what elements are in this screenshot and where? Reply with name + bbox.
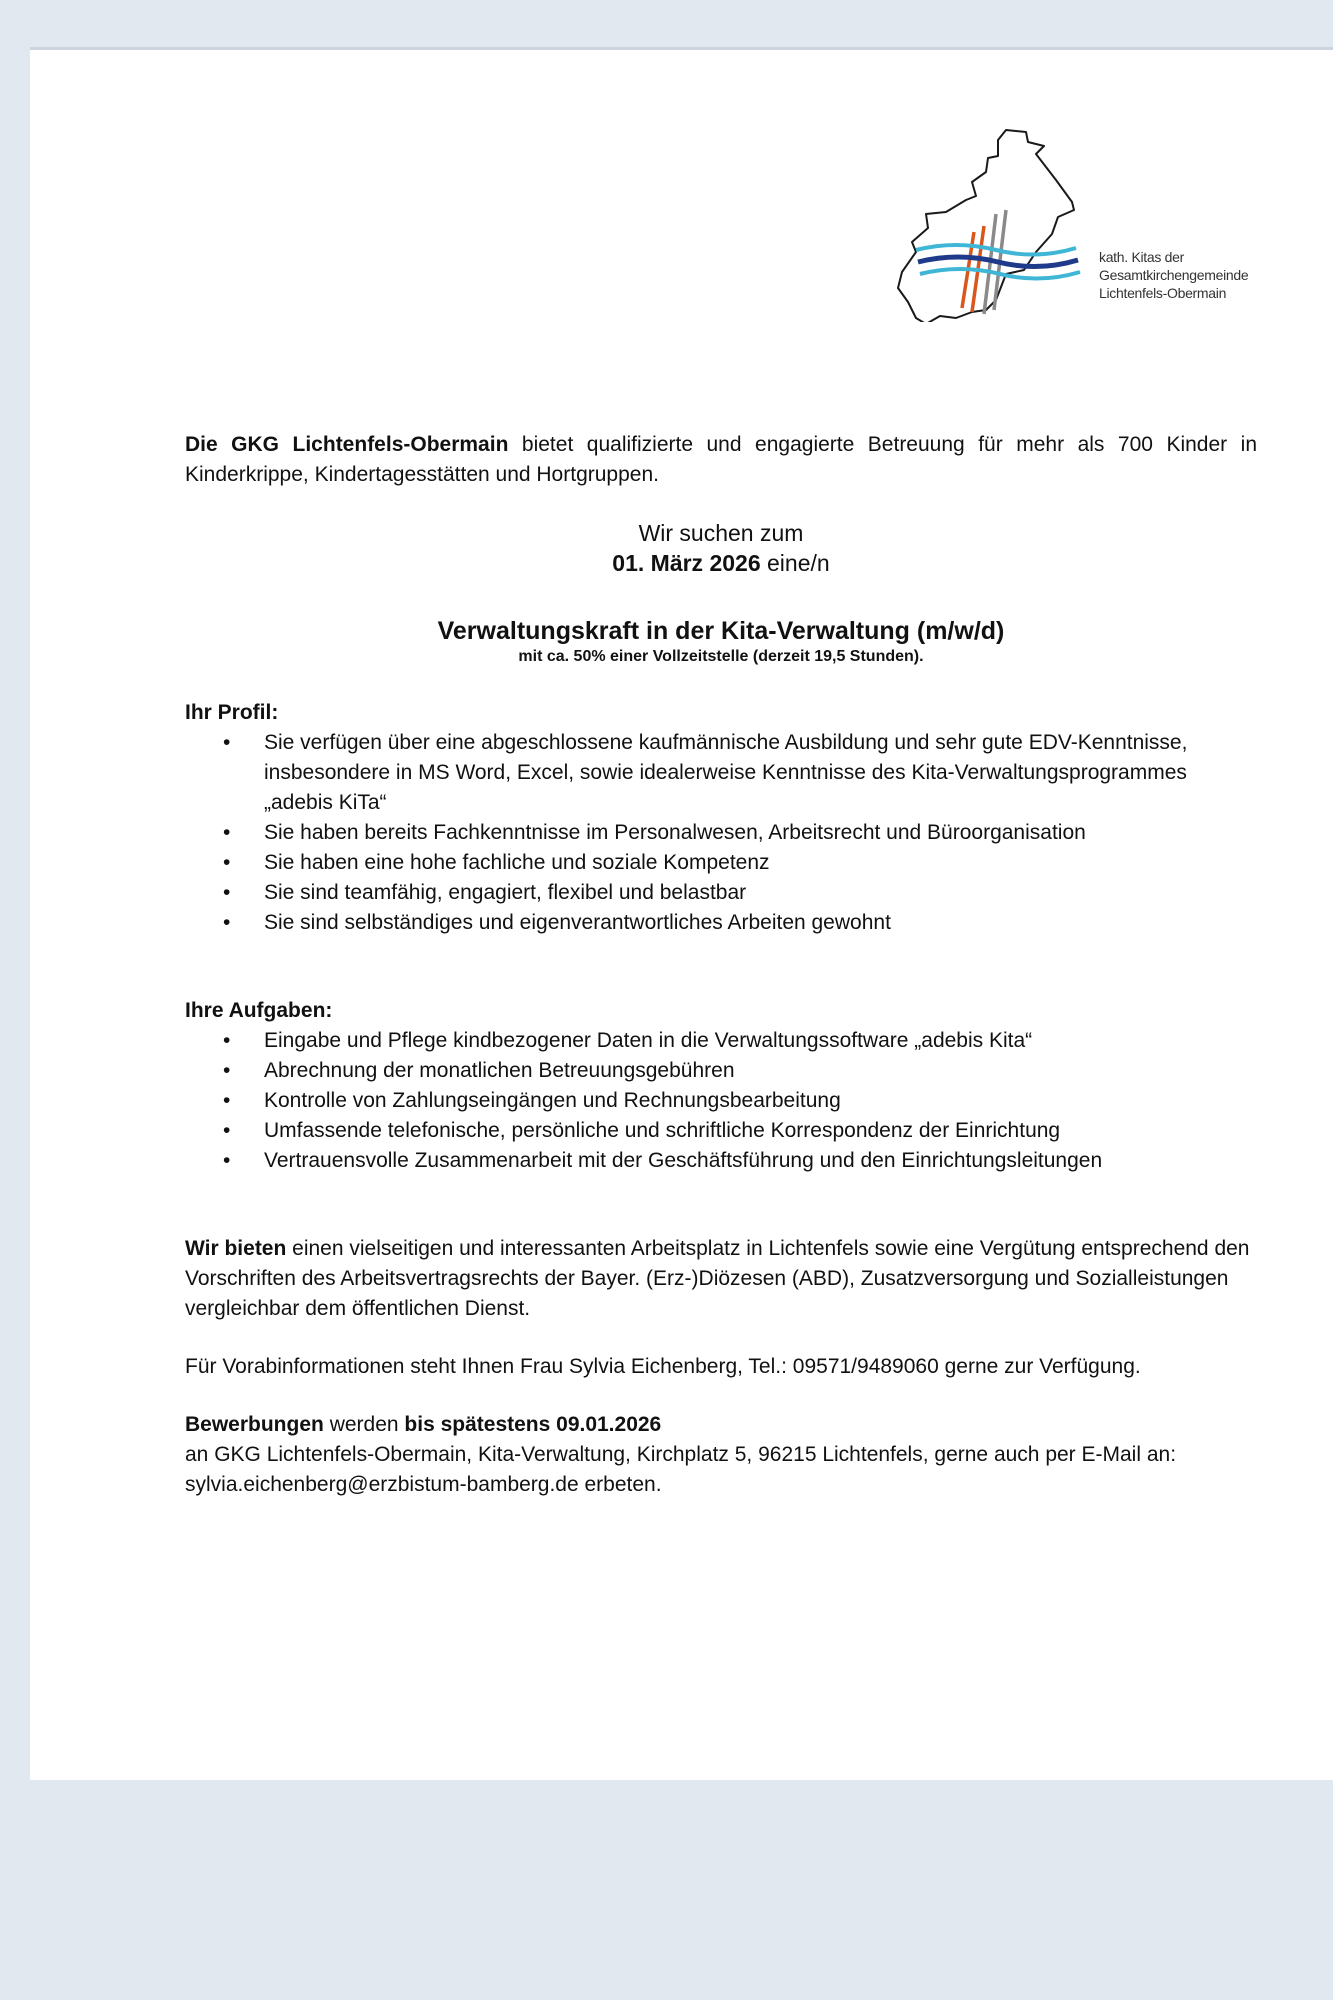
- offer-paragraph: [185, 1234, 1257, 1324]
- profil-item: • Sie sind selbständiges und eigenverantwortliches Arbeiten gewohnt: [264, 908, 1257, 938]
- start-date: 01. März 2026: [612, 550, 761, 576]
- logo-caption: [1099, 248, 1248, 302]
- aufgaben-item: • Umfassende telefonische, persönliche und schriftliche Korrespondenz der Einrichtung: [264, 1116, 1257, 1146]
- intro-paragraph: [185, 430, 1257, 490]
- aufgaben-item: • Vertrauensvolle Zusammenarbeit mit der Geschäftsführung und den Einrichtungsleitungen: [264, 1146, 1257, 1176]
- logo-line-3: Lichtenfels-Obermain: [1099, 285, 1227, 301]
- profil-item: • Sie verfügen über eine abgeschlossene kaufmännische Ausbildung und sehr gute EDV-Kenntnisse, insbesondere in MS Word, Excel, sowie idealerweise Kenntnisse des Kita-Verwaltungsprogrammes „adebis KiTa“: [264, 728, 1257, 818]
- aufgaben-item: • Kontrolle von Zahlungseingängen und Rechnungsbearbeitung: [264, 1086, 1257, 1116]
- profil-item: • Sie haben eine hohe fachliche und soziale Kompetenz: [264, 848, 1257, 878]
- document-page: [30, 50, 1333, 1780]
- application-mid: werden: [323, 1413, 405, 1436]
- aufgaben-heading: Ihre Aufgaben:: [185, 999, 333, 1022]
- job-posting-body: [185, 430, 1257, 1500]
- start-date-line: [185, 548, 1257, 578]
- region-map-logo-graphic: [876, 102, 1106, 322]
- aufgaben-list: [185, 1026, 1257, 1176]
- offer-text: einen vielseitigen und interessanten Arbeitsplatz in Lichtenfels sowie eine Vergütung entsprechend den Vorschriften des Arbeitsvertragsrechts der Bayer. (Erz-)Diözesen (ABD), Zusatzversorgung und Sozialleistungen vergleichbar dem öffentlichen Dienst.: [185, 1237, 1250, 1320]
- aufgaben-item: • Eingabe und Pflege kindbezogener Daten in die Verwaltungssoftware „adebis Kita“: [264, 1026, 1257, 1056]
- intro-org: Die GKG Lichtenfels-Obermain: [185, 433, 509, 456]
- application-address: an GKG Lichtenfels-Obermain, Kita-Verwaltung, Kirchplatz 5, 96215 Lichtenfels, gerne auch per E-Mail an: sylvia.eichenberg@erzbistum-bamberg.de erbeten.: [185, 1443, 1177, 1496]
- logo-line-2: Gesamtkirchengemeinde: [1099, 267, 1249, 283]
- profil-list: [185, 728, 1257, 938]
- kita-logo: [876, 102, 1296, 382]
- application-deadline: bis spätestens 09.01.2026: [404, 1413, 662, 1436]
- search-line: Wir suchen zum: [638, 520, 804, 546]
- profil-item: • Sie sind teamfähig, engagiert, flexibel und belastbar: [264, 878, 1257, 908]
- profil-item: • Sie haben bereits Fachkenntnisse im Personalwesen, Arbeitsrecht und Büroorganisation: [264, 818, 1257, 848]
- aufgaben-item: • Abrechnung der monatlichen Betreuungsgebühren: [264, 1056, 1257, 1086]
- logo-line-1: kath. Kitas der: [1099, 249, 1184, 265]
- contact-paragraph: Für Vorabinformationen steht Ihnen Frau Sylvia Eichenberg, Tel.: 09571/9489060 gerne zur Verfügung.: [185, 1355, 1141, 1378]
- application-heading: [185, 1410, 1257, 1440]
- application-lead: Bewerbungen: [185, 1413, 324, 1436]
- profil-heading: Ihr Profil:: [185, 701, 279, 724]
- position-title: Verwaltungskraft in der Kita-Verwaltung (m/w/d): [437, 617, 1005, 645]
- offer-lead: Wir bieten: [185, 1237, 287, 1260]
- position-subtitle: mit ca. 50% einer Vollzeitstelle (derzeit 19,5 Stunden).: [518, 648, 924, 665]
- start-date-suffix: eine/n: [760, 550, 830, 576]
- intro-text: bietet qualifizierte und engagierte Betreuung für mehr als 700 Kinder in Kinderkrippe, Kindertagesstätten und Hortgruppen.: [185, 433, 1258, 486]
